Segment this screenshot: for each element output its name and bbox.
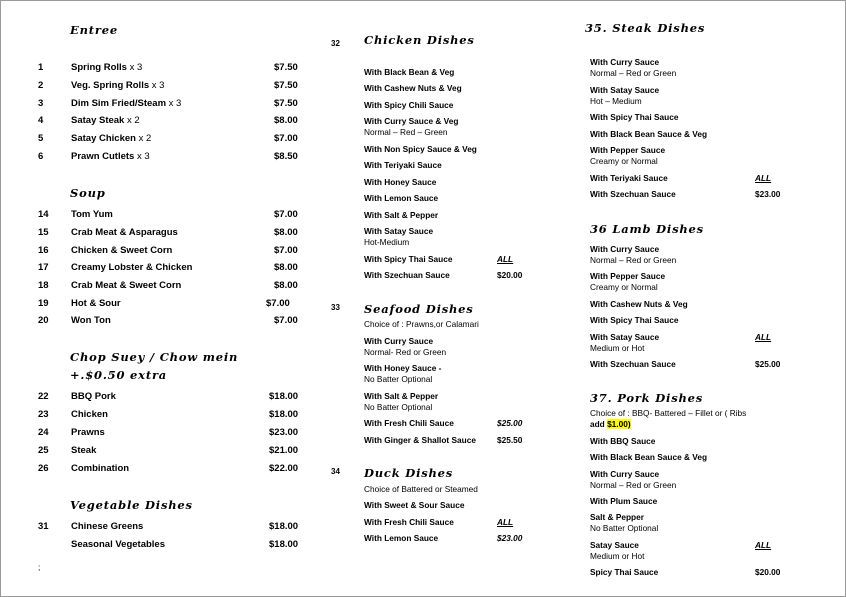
lamb-item-sub: Normal – Red or Green [590, 255, 677, 265]
seafood-section-number: 33 [331, 303, 340, 312]
chicken-item: With Spicy Thai Sauce [364, 254, 453, 264]
chicken-item: With Salt & Pepper [364, 210, 439, 220]
duck-item: With Fresh Chili Sauce [364, 517, 454, 527]
pork-heading: 37. Pork Dishes [590, 391, 704, 405]
duck-heading: Duck Dishes [364, 466, 454, 480]
duck-item: With Sweet & Sour Sauce [364, 500, 465, 510]
entree-1-number: 1 [38, 62, 44, 73]
seafood-item-sub: No Batter Optional [364, 402, 433, 412]
chop-23-price: $18.00 [269, 409, 299, 420]
soup-17-number: 17 [38, 262, 49, 273]
steak-item: With Curry Sauce [590, 57, 660, 67]
soup-18-name: Crab Meat & Sweet Corn [71, 280, 182, 291]
chop-23-number: 23 [38, 409, 49, 420]
lamb-heading: 36 Lamb Dishes [590, 222, 704, 236]
lamb-price: $25.00 [755, 359, 781, 369]
chicken-item: With Spicy Chili Sauce [364, 100, 454, 110]
entree-2-price: $7.50 [274, 80, 298, 91]
steak-price: $23.00 [755, 189, 781, 199]
soup-16-name: Chicken & Sweet Corn [71, 245, 173, 256]
seafood-item: With Curry Sauce [364, 336, 434, 346]
chop-suey-extra: +.$0.50 extra [70, 368, 168, 382]
soup-15-price: $8.00 [274, 227, 298, 238]
soup-16-price: $7.00 [274, 245, 298, 256]
steak-item-sub: Hot – Medium [590, 96, 642, 106]
chicken-item: With Satay Sauce [364, 226, 434, 236]
soup-14-price: $7.00 [274, 209, 298, 220]
lamb-item: With Spicy Thai Sauce [590, 315, 679, 325]
soup-17-price: $8.00 [274, 262, 298, 273]
pork-item: With BBQ Sauce [590, 436, 656, 446]
pork-item-sub: Medium or Hot [590, 551, 645, 561]
entree-4-name: Satay Steak x 2 [71, 115, 140, 126]
entree-2-number: 2 [38, 80, 44, 91]
chop-23-name: Chicken [71, 409, 108, 420]
soup-16-number: 16 [38, 245, 49, 256]
steak-item: With Black Bean Sauce & Veg [590, 129, 708, 139]
duck-item: With Lemon Sauce [364, 533, 439, 543]
seafood-price: $25.50 [497, 435, 523, 445]
entree-6-name: Prawn Cutlets x 3 [71, 151, 150, 162]
soup-18-price: $8.00 [274, 280, 298, 291]
entree-5-name: Satay Chicken x 2 [71, 133, 152, 144]
chop-22-name: BBQ Pork [71, 391, 116, 402]
soup-20-price: $7.00 [274, 315, 298, 326]
steak-all-label: ALL [755, 173, 772, 183]
soup-14-number: 14 [38, 209, 49, 220]
soup-15-name: Crab Meat & Asparagus [71, 227, 178, 238]
duck-note: Choice of Battered or Steamed [364, 484, 478, 494]
seafood-item-sub: No Batter Optional [364, 374, 433, 384]
vegetable-heading: Vegetable Dishes [70, 498, 193, 512]
seafood-heading: Seafood Dishes [364, 302, 474, 316]
entree-4-number: 4 [38, 115, 44, 126]
chop-26-name: Combination [71, 463, 130, 474]
pork-item: Satay Sauce [590, 540, 639, 550]
entree-1-price: $7.50 [274, 62, 298, 73]
steak-item-sub: Creamy or Normal [590, 156, 658, 166]
chop-25-price: $21.00 [269, 445, 299, 456]
chicken-all-label: ALL [497, 254, 514, 264]
soup-heading: Soup [70, 186, 106, 200]
entree-6-number: 6 [38, 151, 44, 162]
lamb-item-sub: Medium or Hot [590, 343, 645, 353]
seafood-note: Choice of : Prawns,or Calamari [364, 319, 479, 329]
chicken-item: With Non Spicy Sauce & Veg [364, 144, 477, 154]
chicken-item-sub: Hot-Medium [364, 237, 410, 247]
chicken-heading: Chicken Dishes [364, 33, 475, 47]
pork-item: With Black Bean Sauce & Veg [590, 452, 708, 462]
chicken-item: With Teriyaki Sauce [364, 160, 442, 170]
chop-24-name: Prawns [71, 427, 105, 438]
chicken-item: With Lemon Sauce [364, 193, 439, 203]
lamb-item: With Curry Sauce [590, 244, 660, 254]
chop-24-number: 24 [38, 427, 49, 438]
veg-31-name: Chinese Greens [71, 521, 144, 532]
lamb-item-sub: Creamy or Normal [590, 282, 658, 292]
pork-note: Choice of : BBQ- Battered – Fillet or ( Ribs [590, 408, 747, 418]
veg-seasonal-name: Seasonal Vegetables [71, 539, 165, 550]
soup-14-name: Tom Yum [71, 209, 113, 220]
pork-item-sub: No Batter Optional [590, 523, 659, 533]
entree-4-price: $8.00 [274, 115, 298, 126]
pork-item: Spicy Thai Sauce [590, 567, 659, 577]
pork-item: Salt & Pepper [590, 512, 644, 522]
pork-note-price: add $1.00) [590, 419, 631, 429]
seafood-item: With Ginger & Shallot Sauce [364, 435, 476, 445]
duck-all-label: ALL [497, 517, 514, 527]
entree-3-number: 3 [38, 98, 44, 109]
chop-25-name: Steak [71, 445, 97, 456]
pork-ribs-highlight: $1.00) [607, 419, 631, 429]
entree-5-number: 5 [38, 133, 44, 144]
lamb-item: With Szechuan Sauce [590, 359, 676, 369]
pork-all-label: ALL [755, 540, 772, 550]
entree-3-price: $7.50 [274, 98, 298, 109]
soup-20-name: Won Ton [71, 315, 111, 326]
steak-item: With Spicy Thai Sauce [590, 112, 679, 122]
steak-item: With Szechuan Sauce [590, 189, 676, 199]
chop-26-price: $22.00 [269, 463, 299, 474]
entree-3-name: Dim Sim Fried/Steam x 3 [71, 98, 182, 109]
chop-22-price: $18.00 [269, 391, 299, 402]
soup-15-number: 15 [38, 227, 49, 238]
veg-31-number: 31 [38, 521, 49, 532]
chicken-item: With Curry Sauce & Veg [364, 116, 459, 126]
seafood-price: $25.00 [497, 418, 523, 428]
seafood-item: With Honey Sauce - [364, 363, 442, 373]
soup-19-price: $7.00 [266, 298, 290, 309]
chicken-price: $20.00 [497, 270, 523, 280]
lamb-item: With Satay Sauce [590, 332, 660, 342]
chicken-item: With Cashew Nuts & Veg [364, 83, 462, 93]
pork-item: With Curry Sauce [590, 469, 660, 479]
footnote: ; [38, 562, 41, 572]
lamb-item: With Cashew Nuts & Veg [590, 299, 688, 309]
soup-18-number: 18 [38, 280, 49, 291]
entree-heading: Entree [70, 23, 118, 37]
steak-heading: 35. Steak Dishes [585, 21, 706, 35]
pork-item: With Plum Sauce [590, 496, 658, 506]
soup-19-name: Hot & Sour [71, 298, 121, 309]
duck-section-number: 34 [331, 467, 340, 476]
chicken-item: With Black Bean & Veg [364, 67, 455, 77]
steak-item: With Teriyaki Sauce [590, 173, 668, 183]
entree-1-name: Spring Rolls x 3 [71, 62, 143, 73]
duck-price: $23.00 [497, 533, 523, 543]
entree-2-name: Veg. Spring Rolls x 3 [71, 80, 165, 91]
pork-price: $20.00 [755, 567, 781, 577]
lamb-item: With Pepper Sauce [590, 271, 666, 281]
entree-6-price: $8.50 [274, 151, 298, 162]
soup-17-name: Creamy Lobster & Chicken [71, 262, 193, 273]
lamb-all-label: ALL [755, 332, 772, 342]
pork-item-sub: Normal – Red or Green [590, 480, 677, 490]
entree-5-price: $7.00 [274, 133, 298, 144]
veg-31-price: $18.00 [269, 521, 299, 532]
chicken-item: With Honey Sauce [364, 177, 437, 187]
seafood-item-sub: Normal- Red or Green [364, 347, 447, 357]
chop-suey-heading: Chop Suey / Chow mein [70, 350, 239, 364]
soup-19-number: 19 [38, 298, 49, 309]
chop-22-number: 22 [38, 391, 49, 402]
seafood-item: With Salt & Pepper [364, 391, 439, 401]
chop-26-number: 26 [38, 463, 49, 474]
chicken-section-number: 32 [331, 39, 340, 48]
steak-item-sub: Normal – Red or Green [590, 68, 677, 78]
steak-item: With Pepper Sauce [590, 145, 666, 155]
chop-24-price: $23.00 [269, 427, 299, 438]
chicken-item-sub: Normal – Red – Green [364, 127, 448, 137]
steak-item: With Satay Sauce [590, 85, 660, 95]
chicken-item: With Szechuan Sauce [364, 270, 450, 280]
seafood-item: With Fresh Chili Sauce [364, 418, 454, 428]
soup-20-number: 20 [38, 315, 49, 326]
chop-25-number: 25 [38, 445, 49, 456]
veg-seasonal-price: $18.00 [269, 539, 299, 550]
